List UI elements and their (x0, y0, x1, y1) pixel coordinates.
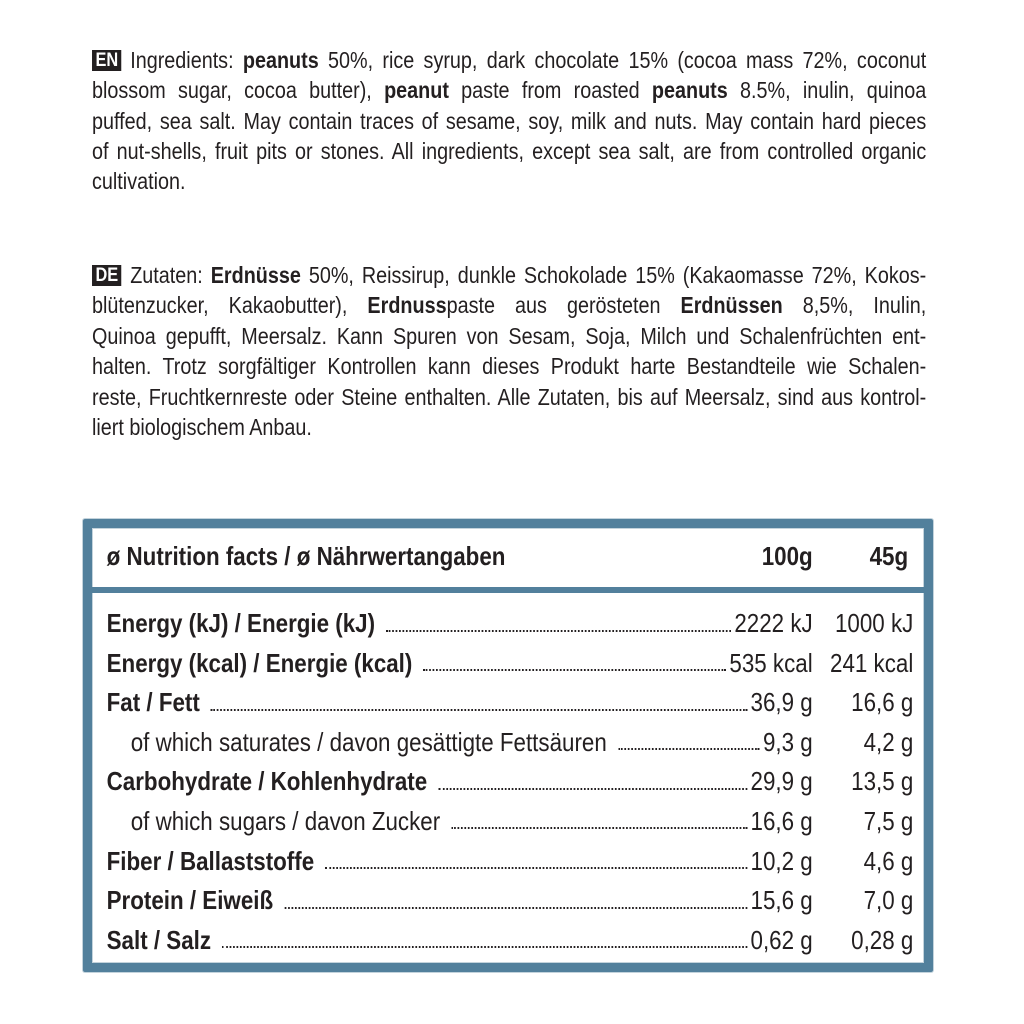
row-leader (107, 683, 813, 723)
leader-dots (424, 644, 726, 672)
value-per-45g: 241 kcal (830, 647, 914, 678)
row-leader (107, 604, 813, 644)
ingredients-de (92, 260, 926, 442)
ingredients-line (92, 321, 926, 351)
value-per-45g: 1000 kJ (834, 608, 914, 638)
leader-dots (618, 723, 760, 751)
value-per-100g: 9,3 g (762, 726, 813, 757)
nutrition-title: ø Nutrition facts / ø Nährwertangaben (106, 541, 506, 571)
row-leader (107, 921, 813, 961)
language-badge-en: EN (92, 50, 122, 71)
ingredients-line (92, 290, 926, 320)
ingredients-text: liert biologischem Anbau. (92, 413, 312, 440)
column-header-100g: 100g (761, 541, 813, 571)
ingredients-text: 8,5%, Inulin, (782, 292, 927, 319)
nutrient-label: Carbohydrate / Kohlenhydrate (106, 766, 428, 797)
nutrient-label: Energy (kJ) / Energie (kJ) (106, 608, 376, 638)
leader-dots (386, 604, 731, 632)
leader-dots (211, 683, 747, 711)
ingredients-en (92, 45, 926, 196)
ingredients-line (92, 75, 926, 105)
column-header-45g: 45g (869, 541, 909, 571)
ingredients-text: blossom sugar, cocoa butter), (92, 77, 385, 104)
nutrient-label: Protein / Eiweiß (106, 885, 274, 916)
nutrition-row-fiber (0, 842, 1023, 882)
value-per-45g: 13,5 g (851, 766, 914, 797)
nutrition-row-saturates (0, 723, 1023, 763)
value-per-100g: 36,9 g (750, 687, 813, 718)
value-per-45g: 7,5 g (863, 805, 914, 836)
value-per-45g: 16,6 g (851, 687, 914, 718)
value-per-100g: 29,9 g (750, 766, 813, 797)
value-per-100g: 2222 kJ (734, 608, 813, 638)
nutrient-label: Energy (kcal) / Energie (kcal) (106, 647, 413, 678)
leader-dots (438, 762, 747, 790)
value-per-100g: 10,2 g (750, 845, 813, 876)
leader-dots (222, 921, 747, 949)
nutrition-row-energy-kcal (0, 644, 1023, 684)
row-leader (107, 842, 813, 882)
ingredients-text: paste from roasted (448, 77, 652, 104)
value-per-45g: 0,28 g (851, 924, 914, 955)
nutrition-row-sugars (0, 802, 1023, 842)
ingredients-text: Quinoa gepufft, Meersalz. Kann Spuren von Sesam, Soja, Milch und Schalenfrüchten ent- (92, 322, 927, 349)
ingredients-text: blütenzucker, Kakaobutter), (92, 292, 368, 319)
leader-dots (284, 881, 747, 909)
ingredients-line (92, 351, 926, 381)
ingredients-line (92, 382, 926, 412)
allergen-highlight: peanut (384, 77, 449, 104)
nutrition-row-salt (0, 921, 1023, 961)
nutrient-label: Salt / Salz (106, 924, 212, 955)
row-leader (107, 881, 813, 921)
ingredients-line (92, 136, 926, 166)
ingredients-text: halten. Trotz sorgfältiger Kontrollen kann dieses Produkt harte Bestandteile wie Schalen- (92, 353, 927, 380)
nutrition-row-protein (0, 881, 1023, 921)
nutrient-label: Fiber / Ballaststoffe (106, 845, 315, 876)
leader-dots (325, 842, 747, 870)
row-leader (131, 802, 813, 842)
value-per-45g: 4,6 g (863, 845, 914, 876)
nutrient-label: Fat / Fett (106, 687, 200, 718)
nutrition-row-energy-kj (0, 604, 1023, 644)
row-leader (131, 723, 813, 763)
ingredients-text: reste, Fruchtkernreste oder Steine enthalten. Alle Zutaten, bis auf Meersalz, sind aus kontrol- (92, 383, 927, 410)
leader-dots (451, 802, 747, 830)
ingredients-line (92, 260, 926, 290)
ingredients-text: 8.5%, inulin, quinoa (727, 77, 927, 104)
nutrition-rows (0, 604, 1023, 960)
ingredients-text: Ingredients: (130, 47, 243, 73)
nutrition-row-carbohydrate (0, 762, 1023, 802)
ingredients-text: 50%, Reissirup, dunkle Schokolade 15% (Kakaomasse 72%, Kokos- (300, 262, 927, 288)
value-per-100g: 535 kcal (729, 647, 813, 678)
nutrition-header (0, 536, 1023, 576)
nutrient-label: of which saturates / davon gesättigte Fettsäuren (130, 726, 607, 757)
ingredients-line (92, 106, 926, 136)
allergen-highlight: Erdnüssen (680, 292, 783, 319)
row-leader (107, 644, 813, 684)
allergen-highlight: peanuts (242, 47, 319, 73)
nutrition-row-fat (0, 683, 1023, 723)
ingredients-line (92, 166, 926, 196)
value-per-100g: 16,6 g (750, 805, 813, 836)
ingredients-text: cultivation. (92, 168, 186, 195)
allergen-highlight: Erdnüsse (210, 262, 301, 288)
ingredients-text: puffed, sea salt. May contain traces of sesame, soy, milk and nuts. May contain hard pieces (92, 107, 927, 134)
value-per-45g: 7,0 g (863, 885, 914, 916)
ingredients-text: Zutaten: (130, 262, 211, 288)
value-per-100g: 0,62 g (750, 924, 813, 955)
ingredients-line (92, 45, 926, 75)
language-badge-de: DE (92, 265, 122, 286)
ingredients-line (92, 412, 926, 442)
allergen-highlight: Erdnuss (367, 292, 447, 319)
ingredients-text: 50%, rice syrup, dark chocolate 15% (cocoa mass 72%, coconut (318, 47, 927, 73)
row-leader (107, 762, 813, 802)
nutrient-label: of which sugars / davon Zucker (130, 805, 441, 836)
value-per-45g: 4,2 g (863, 726, 914, 757)
allergen-highlight: peanuts (651, 77, 728, 104)
ingredients-text: of nut-shells, fruit pits or stones. All ingredients, except sea salt, are from controlled organic (92, 137, 927, 164)
value-per-100g: 15,6 g (750, 885, 813, 916)
ingredients-text: paste aus gerösteten (446, 292, 681, 319)
